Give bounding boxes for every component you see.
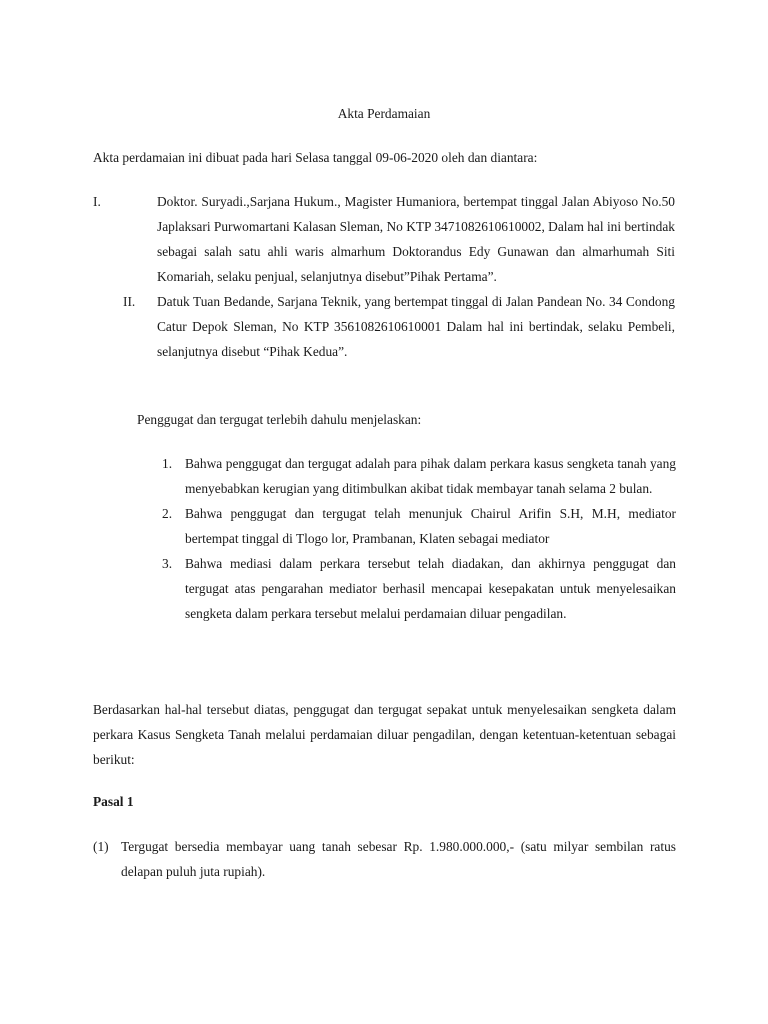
party-number: I. [93,194,101,209]
intro-paragraph: Akta perdamaian ini dibuat pada hari Selasa tanggal 09-06-2020 oleh dan diantara: [93,150,538,165]
clause-item [93,834,676,884]
conclusion-paragraph: Berdasarkan hal-hal tersebut diatas, penggugat dan tergugat sepakat untuk menyelesaikan sengketa dalam perkara Kasus Sengketa Tanah melalui perdamaian diluar pengadilan, dengan ketentuan-ketentuan sebagai berikut: [93,702,676,767]
explanation-point [93,551,676,626]
party-text: Doktor. Suryadi.,Sarjana Hukum., Magister Humaniora, bertempat tinggal Jalan Abiyoso No.50 Japlaksari Purwomartani Kalasan Sleman, No KTP 3471082610610002, Dalam hal ini bertindak sebagai salah satu ahli waris almarhum Doktorandus Edy Gunawan dan almarhumah Siti Komariah, selaku penjual, selanjutnya disebut”Pihak Pertama”. [157,194,675,284]
parties-list [93,189,675,364]
party-text: Datuk Tuan Bedande, Sarjana Teknik, yang bertempat tinggal di Jalan Pandean No. 34 Condong Catur Depok Sleman, No KTP 3561082610610001 Dalam hal ini bertindak, selaku Pembeli, selanjutnya disebut “Pihak Kedua”. [157,294,675,359]
explanation-point [93,451,676,501]
point-number: 2. [162,506,173,521]
explanation-point [93,501,676,551]
point-number: 3. [162,556,173,571]
party-item-second [93,289,675,364]
party-number: II. [123,294,136,309]
clause-number: (1) [93,839,109,854]
point-text: Bahwa mediasi dalam perkara tersebut telah diadakan, dan akhirnya penggugat dan tergugat atas pengarahan mediator berhasil mencapai kesepakatan untuk menyelesaikan sengketa dalam perkara tersebut melalui perdamaian diluar pengadilan. [185,556,676,621]
explanation-intro: Penggugat dan tergugat terlebih dahulu menjelaskan: [137,412,422,427]
document-title: Akta Perdamaian [337,106,431,121]
point-text: Bahwa penggugat dan tergugat telah menunjuk Chairul Arifin S.H, M.H, mediator bertempat tinggal di Tlogo lor, Prambanan, Klaten sebagai mediator [185,506,676,546]
clause-text: Tergugat bersedia membayar uang tanah sebesar Rp. 1.980.000.000,- (satu milyar sembilan ratus delapan puluh juta rupiah). [121,839,676,879]
point-number: 1. [162,456,173,471]
explanation-points-list [93,451,676,626]
point-text: Bahwa penggugat dan tergugat adalah para pihak dalam perkara kasus sengketa tanah yang menyebabkan kerugian yang ditimbulkan akibat tidak membayar tanah selama 2 bulan. [185,456,676,496]
pasal-heading: Pasal 1 [93,794,134,809]
party-item-first [93,189,675,289]
